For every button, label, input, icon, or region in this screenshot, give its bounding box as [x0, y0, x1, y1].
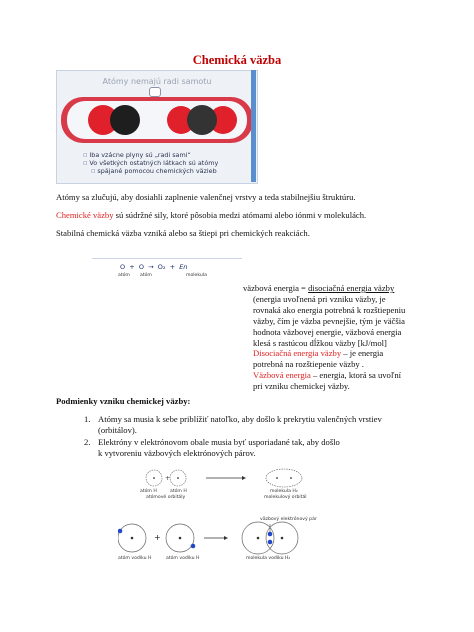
paragraph-2: Chemické väzby sú súdržné sily, ktoré pôsobia medzi atómami alebo iónmi v molekulách. [56, 210, 367, 220]
reaction-scheme [92, 256, 242, 286]
black-atom-icon [187, 105, 217, 135]
electron-icon [191, 544, 196, 549]
reaction-equation: O + O → O₂ + En [120, 263, 188, 271]
reaction-label: molekula [186, 273, 207, 278]
label-molecular-orbital: molekulový orbitál [264, 495, 307, 500]
conditions-heading: Podmienky vzniku chemickej väzby: [56, 396, 191, 406]
label-atomic-orbitals: atómové orbitály [146, 495, 186, 500]
bond-energy-term: Väzbová energia [253, 370, 311, 381]
chemical-bonds-term: Chemické väzby [56, 210, 114, 220]
label-molecule-h2: molekula H₂ [270, 489, 298, 494]
hero-edge [251, 70, 256, 182]
label-bonding-pair: väzbový elektrónový pár [260, 517, 317, 522]
label-hydrogen-molecule: molekula vodíku H₂ [246, 556, 291, 561]
list-item: 1. Atómy sa musia k sebe priblížiť natoľko, aby došlo k prekrytiu valenčných vrstiev (orbitálov). [84, 414, 382, 435]
hydrogen-orbital-diagram [118, 466, 348, 578]
electron-icon [118, 529, 122, 534]
paragraph-1: Atómy sa zlučujú, aby dosiahli zaplnenie valenčnej vrstvy a teda stabilnejšiu štruktúru. [56, 192, 356, 202]
black-atom-icon [110, 105, 140, 135]
electron-icon [268, 532, 273, 537]
label-atom-h: atóm H [170, 489, 187, 494]
paragraph-3: Stabilná chemická väzba vzniká alebo sa štiepi pri chemických reakciách. [56, 228, 310, 238]
reaction-top-rule [92, 258, 242, 259]
plus-icon: + [154, 533, 161, 542]
hero-bullet: ▫ Vo všetkých ostatných látkach sú atómy [83, 159, 218, 167]
list-item: 2. Elektróny v elektrónovom obale musia byť usporiadané tak, aby došlo k vytvoreniu väzbových elektrónových párov. [84, 437, 340, 458]
label-atom-h: atóm H [140, 489, 157, 494]
page-title: Chemická väzba [192, 53, 282, 67]
reaction-label: atóm [140, 273, 152, 278]
energy-explanation: väzbová energia = disociačná energia väzby (energia uvoľnená pri vzniku väzby, je rovnaká ako energia potrebná k rozštiepeniu väzby, čím je väzba pevnejšie, tým je väčšia hodnota väzbovej energie, väzbová energia klesá s rastúcou dĺžkou väzby [kJ/mol] Disociačná energia väzby – je energia potrebná na rozštiepenie väzby . Väzbová energia – energia, ktorá sa uvoľní pri vzniku chemickej väzby. [243, 283, 406, 392]
dissociation-energy-term: Disociačná energia väzby [253, 348, 342, 359]
molecular-orbital-icon [266, 469, 302, 487]
hero-bullet: ▫ Iba vzácne plyny sú „radi sami“ [83, 151, 218, 159]
hero-bullets [83, 151, 218, 175]
plus-icon: + [165, 475, 171, 482]
hero-image [56, 70, 258, 184]
hero-bullet-cont: ▫ spájané pomocou chemických väzieb [83, 167, 218, 175]
orbital-drawing [118, 466, 348, 578]
electron-icon [268, 540, 273, 545]
label-hydrogen-atom: atóm vodíku H [118, 556, 152, 561]
conditions-list [84, 414, 424, 459]
hero-heading: Atómy nemajú radi samotu [102, 77, 212, 86]
reaction-label: atóm [118, 273, 130, 278]
label-hydrogen-atom: atóm vodíku H [166, 556, 200, 561]
